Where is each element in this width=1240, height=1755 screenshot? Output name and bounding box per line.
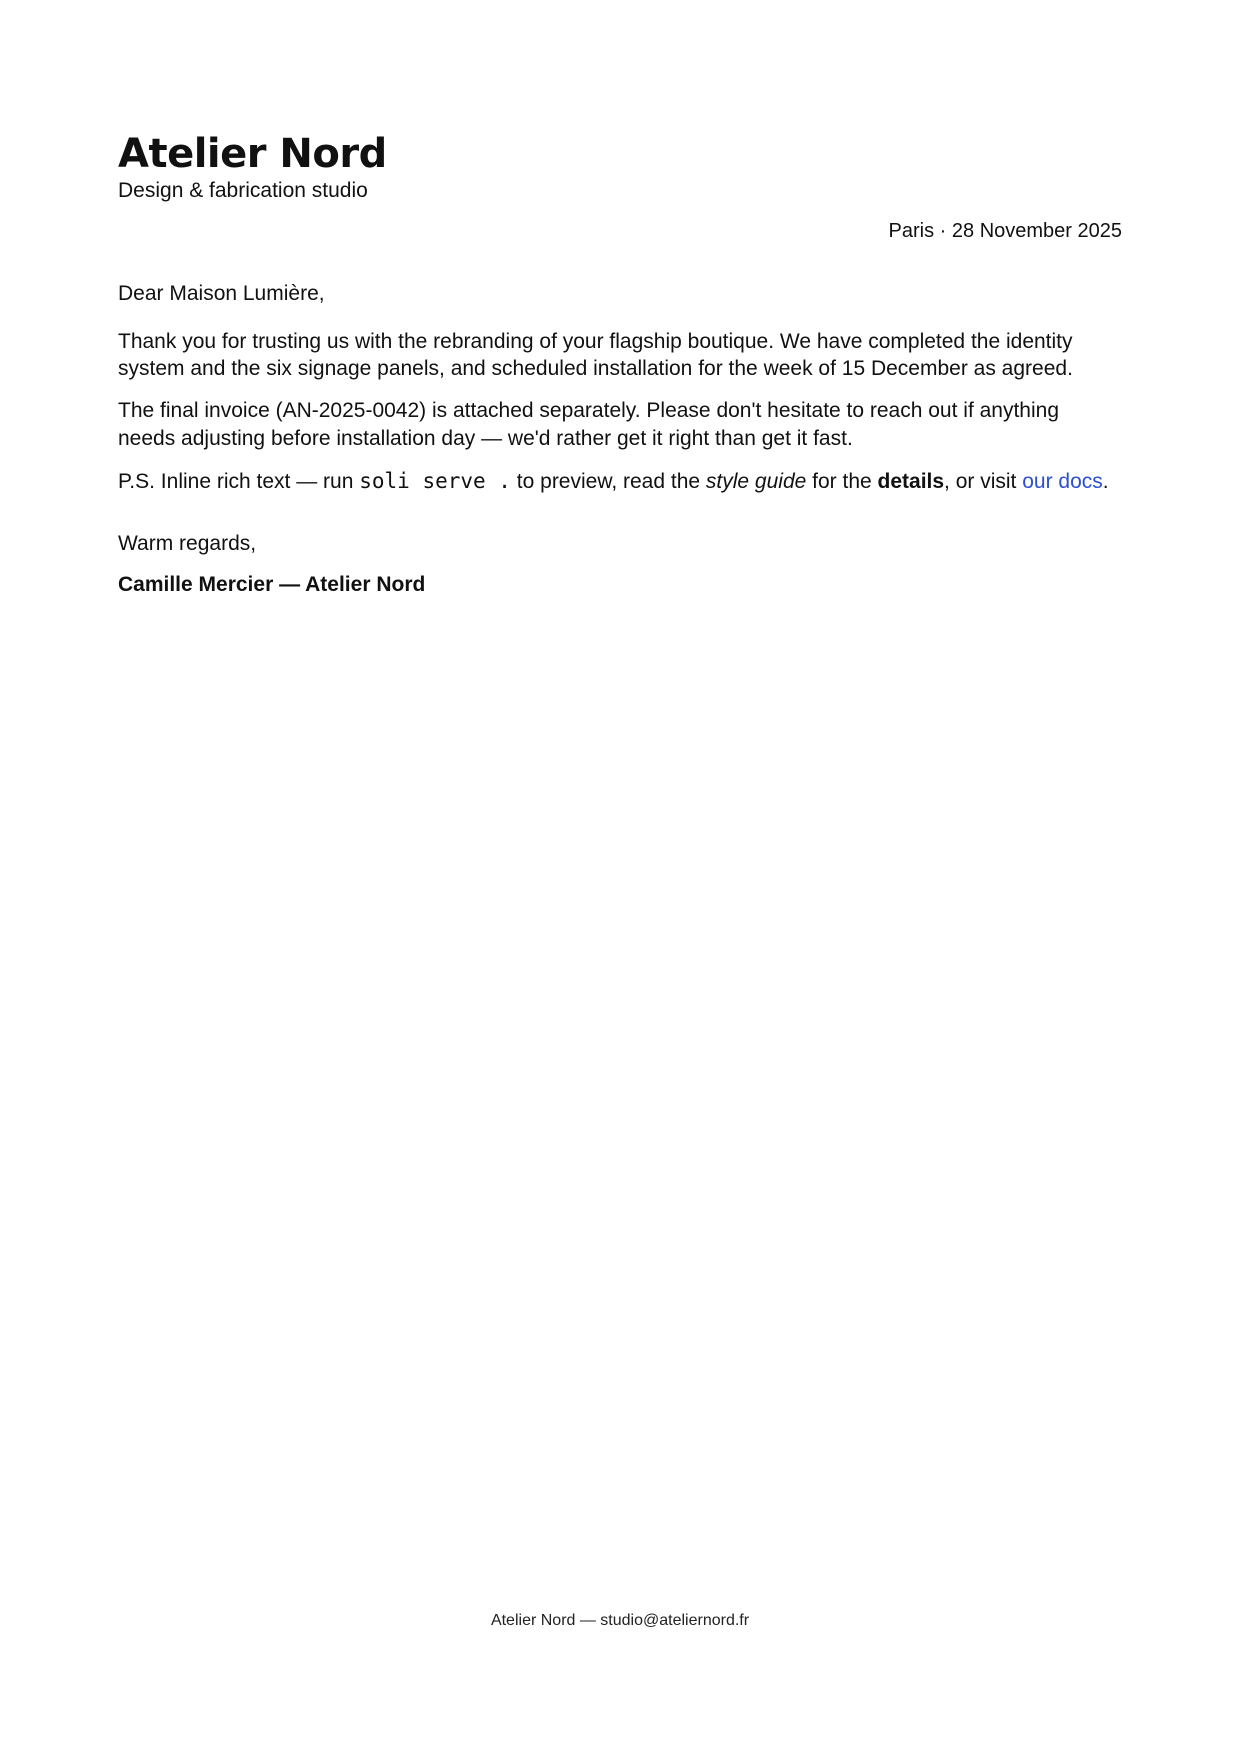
ps-suffix: . — [1102, 470, 1109, 494]
place-date: Paris · 28 November 2025 — [888, 220, 1122, 243]
letter-page — [118, 118, 1122, 599]
postscript — [118, 468, 1122, 496]
footer: Atelier Nord — studio@ateliernord.fr — [490, 1612, 750, 1629]
ps-italic: style guide — [705, 470, 807, 494]
docs-link[interactable]: our docs — [1022, 470, 1103, 494]
ps-bold: details — [877, 470, 945, 494]
body-paragraph-1: Thank you for trusting us with the rebranding of your flagship boutique. We have completed the identity system and the six signage panels, and scheduled installation for the week of 15 December as agreed. — [118, 329, 1073, 381]
ps-prefix: P.S. Inline rich text — run — [118, 470, 360, 494]
ps-after-italic: for the — [806, 470, 878, 494]
ps-after-code: to preview, read the — [510, 470, 706, 494]
ps-code: soli serve . — [359, 469, 511, 494]
signature: Camille Mercier — Atelier Nord — [118, 573, 426, 597]
body-paragraph-2: The final invoice (AN-2025-0042) is attached separately. Please don't hesitate to reach out if anything needs adjusting before installation day — we'd rather get it right than get it fast. — [118, 398, 1060, 450]
closing: Warm regards, — [118, 532, 257, 556]
salutation: Dear Maison Lumière, — [118, 282, 325, 306]
ps-after-bold: , or visit — [944, 470, 1023, 494]
company-tagline: Design & fabrication studio — [118, 179, 368, 202]
company-name: Atelier Nord — [118, 131, 387, 177]
